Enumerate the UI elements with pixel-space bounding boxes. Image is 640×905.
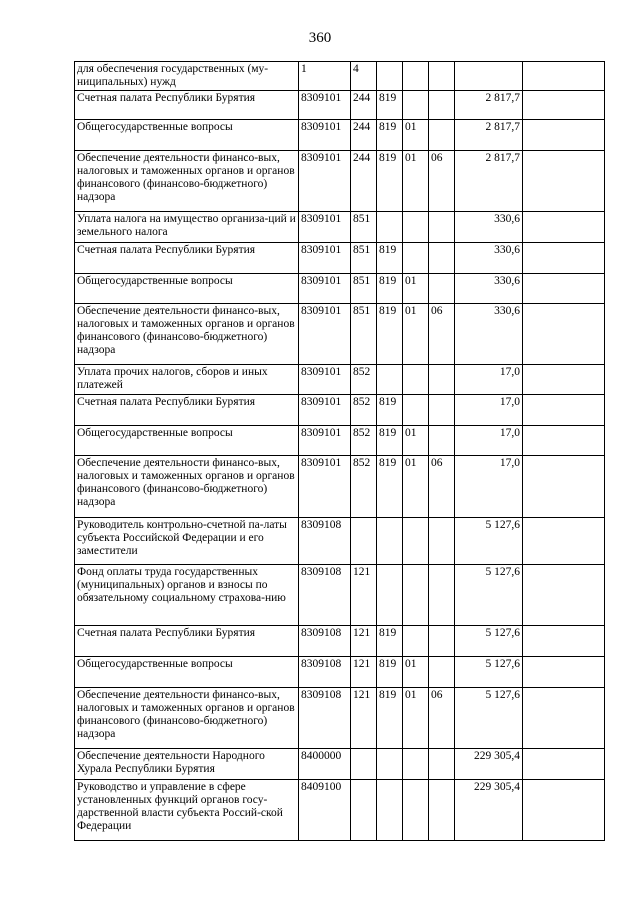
row-vr-cell: 851 [351,304,377,365]
row-vr-cell: 851 [351,274,377,304]
row-pr-cell [429,212,455,243]
row-rz-cell [403,626,429,657]
row-pr-cell: 06 [429,688,455,749]
row-empty-cell [523,518,605,565]
row-grbs-cell: 819 [377,456,403,518]
row-csr-cell: 8309101 [299,212,351,243]
row-name-cell: Обеспечение деятельности Народного Хурала Республики Бурятия [75,749,299,780]
row-name-cell: Уплата налога на имущество организа-ций и земельного налога [75,212,299,243]
row-empty-cell [523,151,605,212]
row-vr-cell: 852 [351,456,377,518]
row-name-cell: Счетная палата Республики Бурятия [75,91,299,120]
table-row [75,365,605,395]
row-pr-cell [429,91,455,120]
table-row [75,456,605,518]
row-vr-cell [351,518,377,565]
row-rz-cell [403,243,429,274]
row-pr-cell [429,243,455,274]
row-pr-cell [429,62,455,91]
row-empty-cell [523,304,605,365]
row-empty-cell [523,626,605,657]
row-grbs-cell: 819 [377,304,403,365]
row-pr-cell [429,780,455,841]
row-rz-cell [403,749,429,780]
row-rz-cell [403,91,429,120]
row-grbs-cell: 819 [377,120,403,151]
row-sum-cell: 17,0 [455,456,523,518]
row-name-cell: Руководство и управление в сфере установленных функций органов госу-дарственной власти субъекта Россий-ской Федерации [75,780,299,841]
row-rz-cell: 01 [403,274,429,304]
row-csr-cell: 8309108 [299,688,351,749]
row-empty-cell [523,91,605,120]
row-empty-cell [523,657,605,688]
row-name-cell: Общегосударственные вопросы [75,274,299,304]
row-grbs-cell [377,780,403,841]
table-row [75,626,605,657]
row-csr-cell: 8309101 [299,365,351,395]
budget-table [74,61,605,841]
row-rz-cell: 01 [403,120,429,151]
table-row [75,304,605,365]
table-row [75,426,605,456]
row-vr-cell: 851 [351,212,377,243]
row-sum-cell: 5 127,6 [455,657,523,688]
table-row [75,151,605,212]
row-rz-cell: 01 [403,688,429,749]
row-csr-cell: 8309101 [299,243,351,274]
row-vr-cell: 244 [351,91,377,120]
table-row [75,657,605,688]
row-sum-cell: 5 127,6 [455,565,523,626]
row-pr-cell [429,565,455,626]
table-row [75,395,605,426]
row-pr-cell [429,274,455,304]
row-grbs-cell: 819 [377,688,403,749]
row-name-cell: Обеспечение деятельности финансо-вых, налоговых и таможенных органов и органов финансового (финансово-бюджетного) надзора [75,304,299,365]
row-pr-cell [429,518,455,565]
row-csr-cell: 8309108 [299,565,351,626]
row-name-cell: Обеспечение деятельности финансо-вых, налоговых и таможенных органов и органов финансового (финансово-бюджетного) надзора [75,151,299,212]
row-grbs-cell [377,212,403,243]
row-name-cell: Фонд оплаты труда государственных (муниципальных) органов и взносы по обязательному социальному страхова-нию [75,565,299,626]
row-rz-cell [403,212,429,243]
row-empty-cell [523,365,605,395]
row-vr-cell: 851 [351,243,377,274]
row-rz-cell: 01 [403,151,429,212]
row-sum-cell: 5 127,6 [455,518,523,565]
row-empty-cell [523,456,605,518]
row-name-cell: Счетная палата Республики Бурятия [75,395,299,426]
row-grbs-cell [377,365,403,395]
row-pr-cell [429,749,455,780]
row-sum-cell: 2 817,7 [455,91,523,120]
row-empty-cell [523,426,605,456]
row-name-cell: Уплата прочих налогов, сборов и иных платежей [75,365,299,395]
row-vr-cell: 852 [351,426,377,456]
row-grbs-cell: 819 [377,274,403,304]
row-empty-cell [523,120,605,151]
row-sum-cell: 2 817,7 [455,120,523,151]
row-empty-cell [523,62,605,91]
row-sum-cell: 330,6 [455,212,523,243]
row-grbs-cell: 819 [377,426,403,456]
row-csr-cell: 8309101 [299,426,351,456]
row-name-cell: Общегосударственные вопросы [75,657,299,688]
table-row [75,688,605,749]
row-grbs-cell [377,62,403,91]
row-name-cell: Счетная палата Республики Бурятия [75,626,299,657]
row-rz-cell [403,518,429,565]
table-row [75,274,605,304]
row-csr-cell: 8309108 [299,657,351,688]
row-empty-cell [523,749,605,780]
row-csr-cell: 8309101 [299,120,351,151]
table-row [75,780,605,841]
row-csr-cell: 8409100 [299,780,351,841]
row-vr-cell: 121 [351,565,377,626]
row-sum-cell: 330,6 [455,274,523,304]
row-pr-cell: 06 [429,304,455,365]
row-rz-cell [403,565,429,626]
row-pr-cell: 06 [429,456,455,518]
row-empty-cell [523,780,605,841]
row-csr-cell: 8309101 [299,304,351,365]
table-row [75,518,605,565]
row-grbs-cell: 819 [377,657,403,688]
row-name-cell: для обеспечения государственных (му-ниципальных) нужд [75,62,299,91]
table-row [75,120,605,151]
page-number: 360 [308,30,332,46]
row-pr-cell [429,395,455,426]
row-vr-cell: 4 [351,62,377,91]
row-csr-cell: 8309108 [299,518,351,565]
row-pr-cell [429,657,455,688]
row-sum-cell: 17,0 [455,426,523,456]
row-csr-cell: 8309101 [299,274,351,304]
table-row [75,62,605,91]
row-sum-cell: 330,6 [455,243,523,274]
row-sum-cell: 5 127,6 [455,626,523,657]
row-sum-cell [455,62,523,91]
row-grbs-cell [377,518,403,565]
row-vr-cell: 852 [351,365,377,395]
row-grbs-cell: 819 [377,151,403,212]
row-vr-cell: 852 [351,395,377,426]
row-sum-cell: 229 305,4 [455,780,523,841]
row-name-cell: Обеспечение деятельности финансо-вых, налоговых и таможенных органов и органов финансового (финансово-бюджетного) надзора [75,456,299,518]
row-sum-cell: 17,0 [455,365,523,395]
row-vr-cell: 244 [351,151,377,212]
row-rz-cell [403,780,429,841]
row-empty-cell [523,565,605,626]
row-sum-cell: 5 127,6 [455,688,523,749]
row-rz-cell [403,395,429,426]
row-name-cell: Общегосударственные вопросы [75,426,299,456]
row-empty-cell [523,688,605,749]
row-name-cell: Общегосударственные вопросы [75,120,299,151]
row-vr-cell: 121 [351,688,377,749]
row-rz-cell: 01 [403,657,429,688]
row-empty-cell [523,274,605,304]
row-grbs-cell: 819 [377,91,403,120]
table-row [75,91,605,120]
row-name-cell: Обеспечение деятельности финансо-вых, налоговых и таможенных органов и органов финансового (финансово-бюджетного) надзора [75,688,299,749]
row-rz-cell [403,365,429,395]
row-grbs-cell: 819 [377,626,403,657]
row-empty-cell [523,395,605,426]
row-csr-cell: 8309101 [299,91,351,120]
row-vr-cell [351,749,377,780]
row-pr-cell [429,426,455,456]
row-sum-cell: 17,0 [455,395,523,426]
row-grbs-cell [377,749,403,780]
row-pr-cell [429,120,455,151]
row-vr-cell: 121 [351,626,377,657]
row-pr-cell [429,365,455,395]
row-rz-cell [403,62,429,91]
table-row [75,565,605,626]
row-pr-cell: 06 [429,151,455,212]
row-rz-cell: 01 [403,456,429,518]
row-grbs-cell [377,565,403,626]
row-vr-cell: 121 [351,657,377,688]
row-empty-cell [523,212,605,243]
row-csr-cell: 8309101 [299,456,351,518]
row-csr-cell: 8309101 [299,395,351,426]
row-vr-cell [351,780,377,841]
row-empty-cell [523,243,605,274]
row-sum-cell: 229 305,4 [455,749,523,780]
row-csr-cell: 8309101 [299,151,351,212]
budget-table-body [75,62,605,841]
row-rz-cell: 01 [403,426,429,456]
table-row [75,212,605,243]
row-grbs-cell: 819 [377,243,403,274]
row-grbs-cell: 819 [377,395,403,426]
table-row [75,243,605,274]
row-sum-cell: 330,6 [455,304,523,365]
table-row [75,749,605,780]
row-pr-cell [429,626,455,657]
row-vr-cell: 244 [351,120,377,151]
row-rz-cell: 01 [403,304,429,365]
row-name-cell: Руководитель контрольно-счетной па-латы субъекта Российской Федерации и его заместители [75,518,299,565]
row-csr-cell: 1 [299,62,351,91]
row-csr-cell: 8309108 [299,626,351,657]
row-name-cell: Счетная палата Республики Бурятия [75,243,299,274]
row-csr-cell: 8400000 [299,749,351,780]
row-sum-cell: 2 817,7 [455,151,523,212]
